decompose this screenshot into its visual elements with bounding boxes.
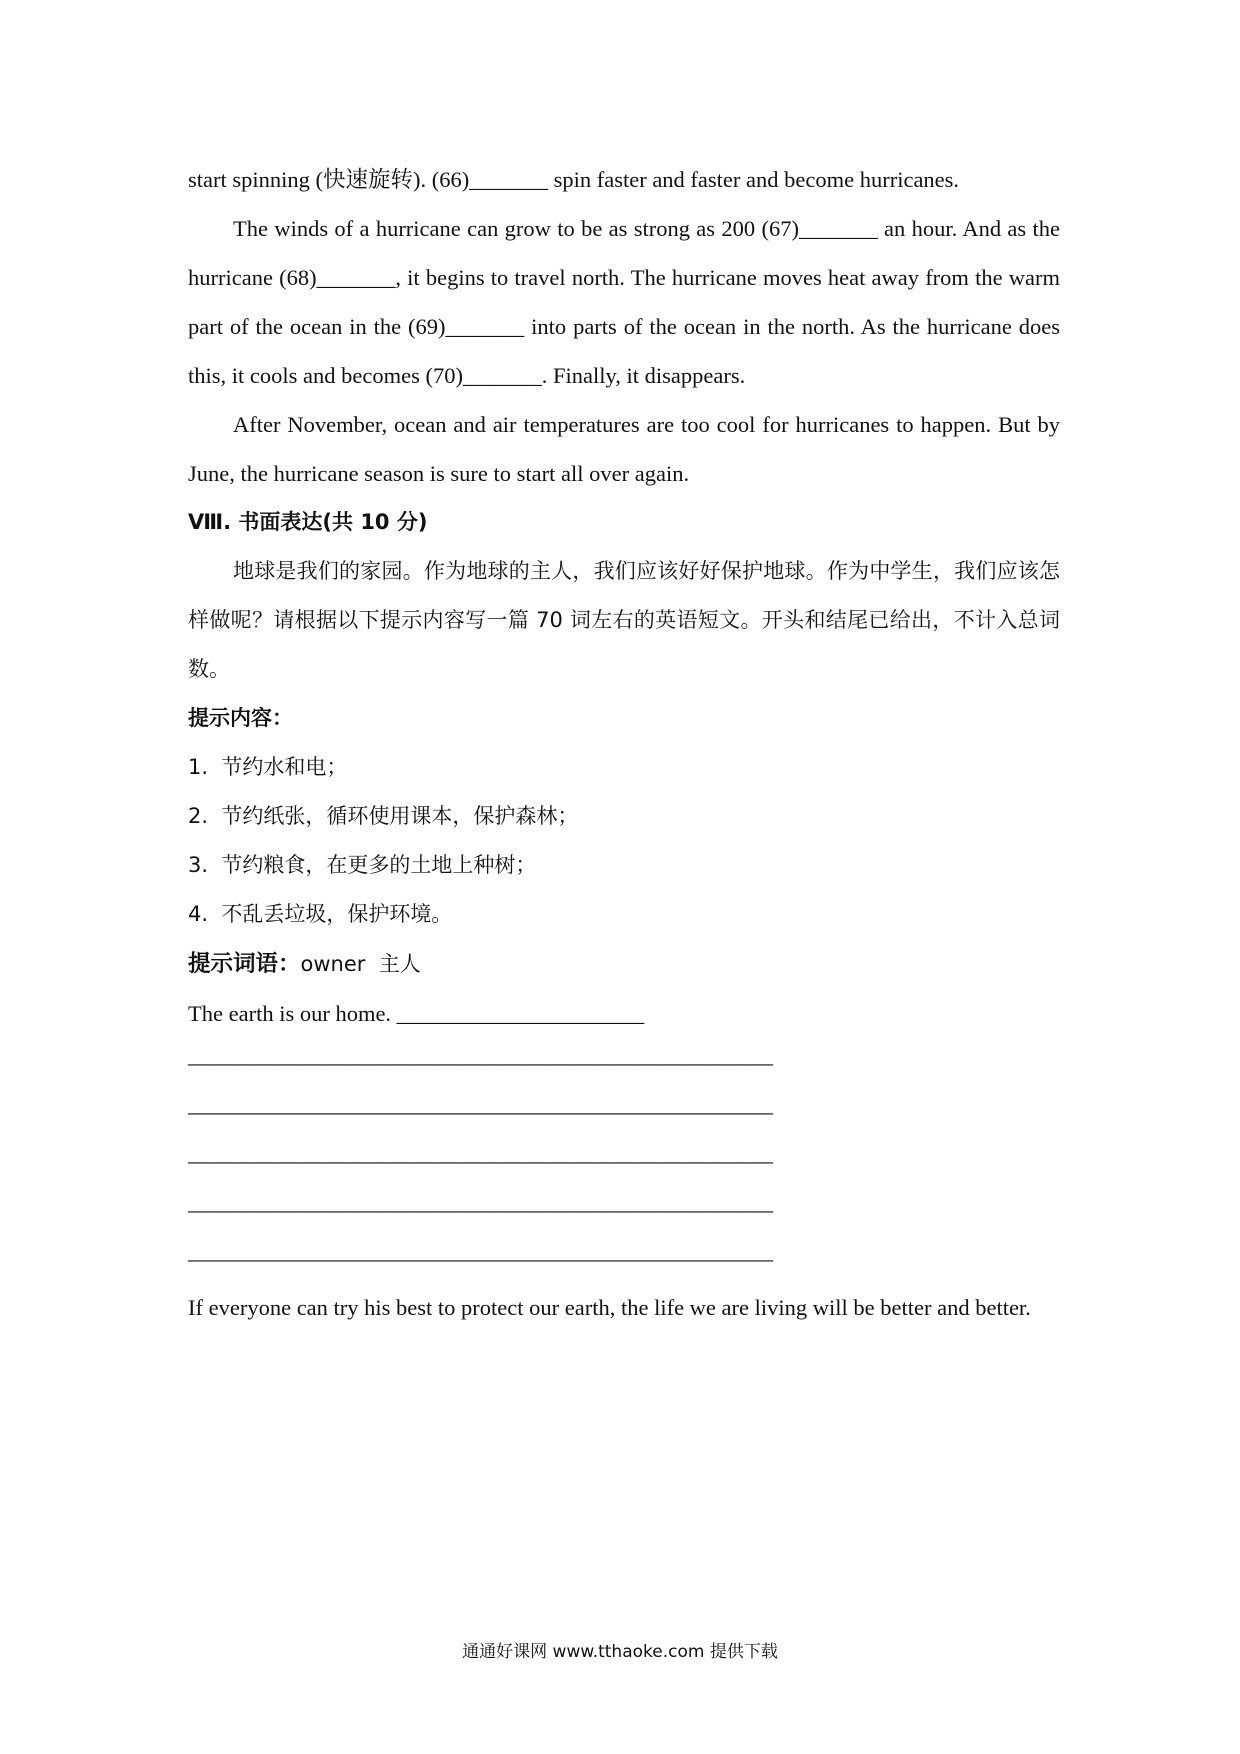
closing-sentence: If everyone can try his best to protect our earth, the life we are living will be better and better. (188, 1295, 1031, 1320)
passage-paragraph-3: After November, ocean and air temperatures are too cool for hurricanes to happen. But by June, the hurricane season is sure to start all over again. (188, 412, 1060, 486)
answer-line: —————————————————————————— (188, 1197, 773, 1222)
hint-item: 4. 不乱丢垃圾，保护环境。 (188, 902, 453, 926)
vocab-label: 提示词语： (188, 951, 301, 977)
hint-item: 1. 节约水和电； (188, 755, 348, 779)
writing-instructions: 地球是我们的家园。作为地球的主人，我们应该好好保护地球。作为中学生，我们应该怎样做呢？请根据以下提示内容写一篇 70 词左右的英语短文。开头和结尾已给出，不计入总词数。 (188, 559, 1060, 681)
page-footer: 通通好课网 www.tthaoke.com 提供下载 (462, 1642, 778, 1662)
answer-line: —————————————————————————— (188, 1099, 773, 1124)
opening-sentence: The earth is our home. ______________________ (188, 1001, 645, 1026)
answer-line: —————————————————————————— (188, 1246, 773, 1271)
hint-item: 3. 节约粮食，在更多的土地上种树； (188, 853, 537, 877)
answer-line: —————————————————————————— (188, 1050, 773, 1075)
section-heading: Ⅷ. 书面表达(共 10 分) (188, 510, 428, 534)
passage-paragraph-2: The winds of a hurricane can grow to be as strong as 200 (67)_______ an hour. And as the hurricane (68)_______, it begins to travel north. The hurricane moves heat away from the warm part of the ocean in the (69)_______ into parts of the ocean in the north. As the hurricane does this, it cools and becomes (70)_______. Finally, it disappears. (188, 216, 1060, 388)
page-content (188, 155, 1060, 1332)
vocab-hint (188, 939, 1060, 989)
vocab-text: owner 主人 (300, 952, 421, 976)
answer-line: —————————————————————————— (188, 1148, 773, 1173)
passage-paragraph-1: start spinning (快速旋转). (66)_______ spin faster and faster and become hurricanes. (188, 167, 960, 192)
hint-item: 2. 节约纸张，循环使用课本，保护森林； (188, 804, 579, 828)
hints-title: 提示内容： (188, 706, 293, 730)
